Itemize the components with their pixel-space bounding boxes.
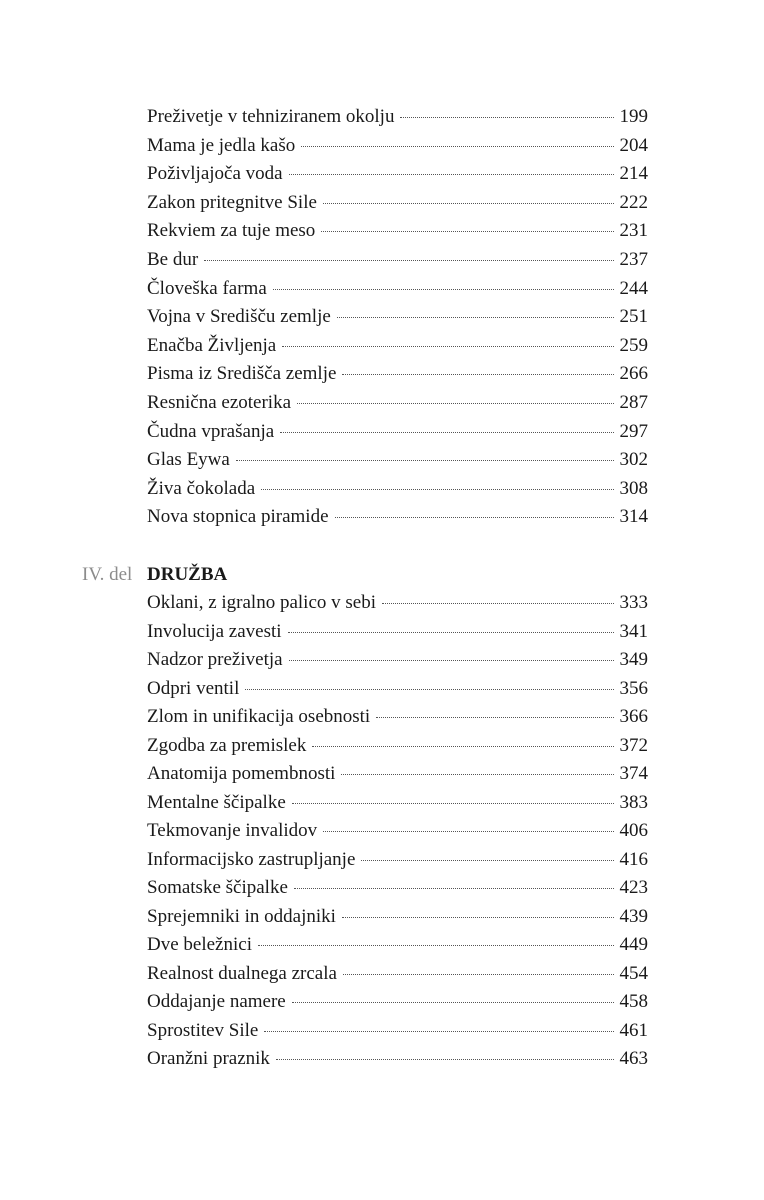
- toc-entry-title: Zgodba za premislek: [147, 734, 307, 756]
- part-title: DRUŽBA: [147, 564, 228, 585]
- toc-entry-page-number: 449: [619, 934, 648, 955]
- toc-entry-page-number: 439: [619, 905, 648, 927]
- toc-entry: [147, 103, 648, 131]
- dot-leader: [288, 632, 614, 633]
- toc-entry-title: Enačba Življenja: [147, 334, 277, 356]
- dot-leader: [292, 803, 614, 804]
- toc-entry-page-number: 287: [619, 392, 648, 413]
- toc-entry: [147, 132, 648, 160]
- toc-entry: [147, 732, 648, 760]
- dot-leader: [382, 603, 614, 604]
- dot-leader: [289, 174, 614, 175]
- toc-entry: [147, 189, 648, 217]
- toc-entry-page-number: 237: [619, 249, 648, 270]
- toc-entry-page-number: 214: [619, 163, 648, 185]
- toc-entry-title: Preživetje v tehniziranem okolju: [147, 106, 395, 127]
- toc-entry-page-number: 406: [619, 820, 648, 841]
- toc-entry-title: Be dur: [147, 249, 199, 270]
- dot-leader: [321, 231, 613, 232]
- toc-entry-title: Čudna vprašanja: [147, 420, 275, 442]
- dot-leader: [297, 403, 613, 404]
- toc-entry-title: Človeška farma: [147, 277, 267, 299]
- toc-entry-page-number: 259: [619, 334, 648, 356]
- toc-entry-title: Nadzor preživetja: [147, 649, 283, 670]
- toc-entry: [147, 618, 648, 646]
- dot-leader: [276, 1059, 614, 1060]
- toc-entry-page-number: 308: [619, 477, 648, 499]
- toc-entry-title: Vojna v Središču zemlje: [147, 306, 331, 328]
- toc-entry-page-number: 297: [619, 420, 648, 442]
- toc-entry-page-number: 454: [619, 962, 648, 984]
- dot-leader: [343, 974, 614, 975]
- dot-leader: [236, 460, 614, 461]
- toc-entry-title: Sprejemniki in oddajniki: [147, 905, 336, 927]
- toc-entry-page-number: 356: [619, 677, 648, 699]
- toc-entry: [147, 1045, 648, 1073]
- toc-entry: [147, 760, 648, 788]
- dot-leader: [323, 203, 614, 204]
- dot-leader: [264, 1031, 613, 1032]
- toc-entry-title: Tekmovanje invalidov: [147, 820, 318, 841]
- dot-leader: [342, 374, 613, 375]
- toc-entry-title: Mentalne ščipalke: [147, 791, 286, 813]
- dot-leader: [273, 289, 614, 290]
- toc-entry-title: Rekviem za tuje meso: [147, 220, 316, 242]
- toc-entry-page-number: 333: [619, 592, 648, 613]
- toc-entry: [147, 160, 648, 188]
- toc-entry-title: Resnična ezoterika: [147, 392, 292, 413]
- dot-leader: [289, 660, 614, 661]
- toc-entry: [147, 960, 648, 988]
- dot-leader: [323, 831, 613, 832]
- dot-leader: [282, 346, 613, 347]
- toc-entry-page-number: 199: [619, 106, 648, 127]
- toc-entry: [147, 903, 648, 931]
- toc-entry: [147, 475, 648, 503]
- toc-entry: [147, 246, 648, 274]
- toc-entry-title: Informacijsko zastrupljanje: [147, 848, 356, 870]
- dot-leader: [258, 945, 614, 946]
- toc-entry: [147, 303, 648, 331]
- toc-entry-page-number: 423: [619, 877, 648, 898]
- toc-entry-title: Realnost dualnega zrcala: [147, 962, 337, 984]
- dot-leader: [261, 489, 613, 490]
- toc-entry-title: Zakon pritegnitve Sile: [147, 191, 317, 213]
- toc-entry-title: Pisma iz Središča zemlje: [147, 363, 337, 385]
- toc-entry: [147, 817, 648, 845]
- dot-leader: [361, 860, 613, 861]
- toc-entry-page-number: 463: [619, 1048, 648, 1069]
- toc-entry-page-number: 349: [619, 649, 648, 670]
- dot-leader: [337, 317, 614, 318]
- toc-entry-page-number: 314: [619, 506, 648, 528]
- toc-entry: [147, 332, 648, 360]
- toc-entry: [147, 675, 648, 703]
- toc-entry: [147, 275, 648, 303]
- toc-entry-title: Oranžni praznik: [147, 1048, 270, 1069]
- toc-entry-page-number: 383: [619, 791, 648, 813]
- dot-leader: [301, 146, 613, 147]
- dot-leader: [376, 717, 613, 718]
- toc-entry: [147, 1017, 648, 1045]
- toc-entry-page-number: 416: [619, 848, 648, 870]
- toc-entry-title: Nova stopnica piramide: [147, 506, 329, 528]
- toc-entry-title: Mama je jedla kašo: [147, 134, 296, 156]
- toc-entry-title: Anatomija pomembnosti: [147, 763, 336, 784]
- toc-entry-title: Odpri ventil: [147, 677, 240, 699]
- toc-entry: [147, 389, 648, 417]
- toc-entry: [147, 418, 648, 446]
- toc-entry: [147, 589, 648, 617]
- dot-leader: [312, 746, 613, 747]
- toc-entry-title: Zlom in unifikacija osebnosti: [147, 706, 371, 727]
- toc-entry-page-number: 366: [619, 706, 648, 727]
- toc-entry-title: Sprostitev Sile: [147, 1019, 259, 1041]
- toc-entry-page-number: 341: [619, 620, 648, 642]
- toc-entry-page-number: 372: [619, 734, 648, 756]
- toc-entry: [147, 446, 648, 474]
- dot-leader: [400, 117, 613, 118]
- toc-entry-title: Oddajanje namere: [147, 991, 286, 1012]
- toc-entry: [147, 503, 648, 531]
- toc-entry-page-number: 302: [619, 449, 648, 471]
- toc-entry-title: Involucija zavesti: [147, 620, 282, 642]
- toc-entry-page-number: 204: [619, 134, 648, 156]
- toc-entry: [147, 931, 648, 959]
- toc-entry: [147, 703, 648, 731]
- toc-entry-title: Živa čokolada: [147, 477, 256, 499]
- toc-entry: [147, 217, 648, 245]
- toc-entry-title: Oklani, z igralno palico v sebi: [147, 592, 376, 613]
- toc-entry-page-number: 374: [619, 763, 648, 784]
- dot-leader: [341, 774, 613, 775]
- toc-entry-title: Glas Eywa: [147, 449, 230, 471]
- dot-leader: [280, 432, 613, 433]
- toc-entry-page-number: 222: [619, 191, 648, 213]
- toc-entry: [147, 988, 648, 1016]
- dot-leader: [204, 260, 613, 261]
- toc-entry: [147, 874, 648, 902]
- toc-entry-page-number: 461: [619, 1019, 648, 1041]
- toc-entry-page-number: 231: [619, 220, 648, 242]
- dot-leader: [292, 1002, 614, 1003]
- toc-entry: [147, 360, 648, 388]
- toc-entry-page-number: 251: [619, 306, 648, 328]
- toc-entry-page-number: 244: [619, 277, 648, 299]
- toc-entry-page-number: 458: [619, 991, 648, 1012]
- toc-entry: [147, 646, 648, 674]
- toc-entry-title: Somatske ščipalke: [147, 877, 288, 898]
- toc-entry-title: Dve beležnici: [147, 934, 252, 955]
- toc-entry-title: Poživljajoča voda: [147, 163, 283, 185]
- part-label: IV. del: [82, 564, 133, 585]
- dot-leader: [294, 888, 614, 889]
- toc-entry: [147, 846, 648, 874]
- dot-leader: [245, 689, 613, 690]
- dot-leader: [335, 517, 614, 518]
- dot-leader: [342, 917, 614, 918]
- toc-entry-page-number: 266: [619, 363, 648, 385]
- toc-entry: [147, 789, 648, 817]
